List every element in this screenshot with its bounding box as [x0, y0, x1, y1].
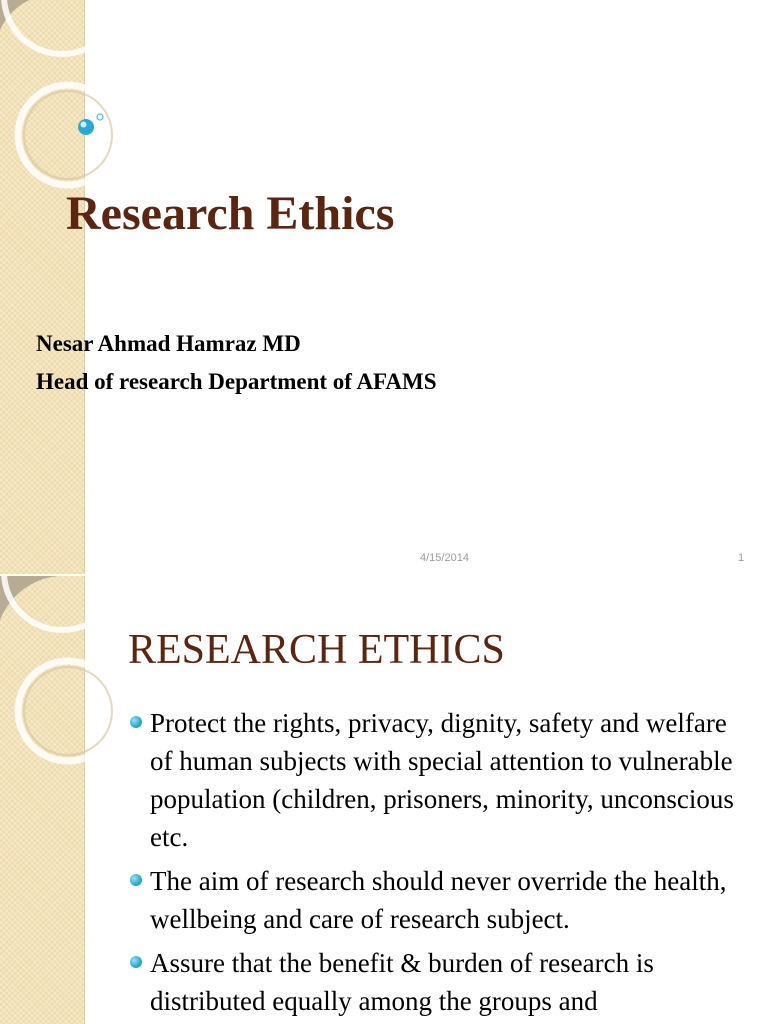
slide-title: Research Ethics: [66, 187, 395, 240]
bullet-dot-icon: [130, 874, 142, 886]
slide-2: [0, 576, 768, 1024]
slide-date: 4/15/2014: [420, 552, 469, 564]
bullet-item: [130, 944, 750, 1020]
bullet-list: [130, 704, 750, 1024]
bullet-text: Assure that the benefit & burden of research is distributed equally among the groups and: [150, 948, 654, 1016]
author-position: Head of research Department of AFAMS: [36, 369, 437, 394]
decorative-rings-icon: [0, 576, 130, 1024]
bullet-item: [130, 862, 750, 938]
bullet-dot-icon: [130, 716, 142, 728]
bullet-text: The aim of research should never override the health, wellbeing and care of research subject.: [150, 866, 727, 934]
bullet-dot-icon: [130, 956, 142, 968]
bullet-text: Protect the rights, privacy, dignity, safety and welfare of human subjects with special attention to vulnerable population (children, prisoners, minority, unconscious etc.: [150, 708, 734, 852]
decorative-rings-icon: [0, 0, 130, 576]
bullet-item: [130, 704, 750, 856]
author-name: Nesar Ahmad Hamraz MD: [36, 331, 301, 356]
slide-number: 1: [738, 552, 745, 564]
slide-title: RESEARCH ETHICS: [128, 627, 505, 673]
